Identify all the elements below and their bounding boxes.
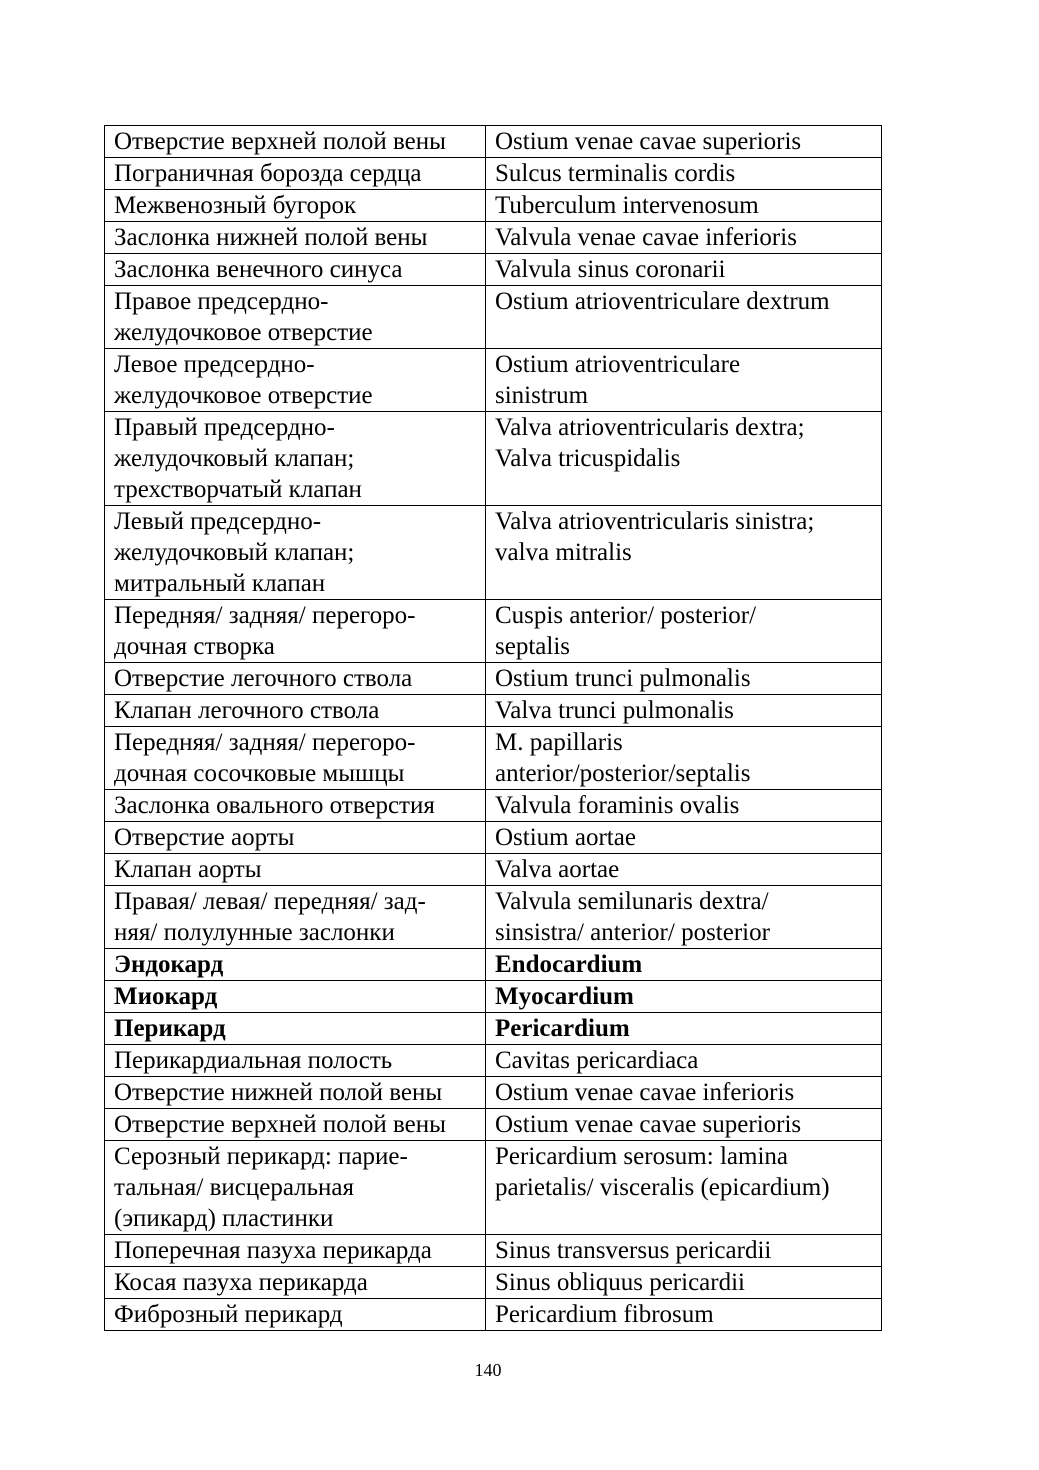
latin-term-cell: Valvula foraminis ovalis [486,790,882,822]
latin-term-cell: Sinus transversus pericardii [486,1235,882,1267]
latin-term-cell: Ostium atrioventriculare sinistrum [486,349,882,412]
table-row [105,190,882,222]
table-row [105,254,882,286]
latin-term-cell: Ostium venae cavae superioris [486,126,882,158]
table-row [105,981,882,1013]
russian-term-cell: Заслонка нижней полой вены [105,222,486,254]
russian-term-cell: Отверстие нижней полой вены [105,1077,486,1109]
table-row [105,600,882,663]
russian-term-cell: Пограничная борозда сердца [105,158,486,190]
term-table [104,125,882,1331]
latin-term-cell: Valva aortae [486,854,882,886]
table-row [105,158,882,190]
russian-term-cell: Передняя/ задняя/ перегоро- дочная сосочковые мышцы [105,727,486,790]
table-row [105,412,882,506]
page-number: 140 [474,1360,502,1380]
latin-term-cell: Sinus obliquus pericardii [486,1267,882,1299]
latin-term-cell: Ostium atrioventriculare dextrum [486,286,882,349]
russian-term-cell: Серозный перикард: парие- тальная/ висцеральная (эпикард) пластинки [105,1141,486,1235]
table-row [105,1109,882,1141]
table-row [105,1235,882,1267]
russian-term-cell: Отверстие верхней полой вены [105,126,486,158]
latin-term-cell: Myocardium [486,981,882,1013]
table-row [105,506,882,600]
russian-term-cell: Левый предсердно- желудочковый клапан; митральный клапан [105,506,486,600]
table-row [105,949,882,981]
table-row [105,727,882,790]
latin-term-cell: Cuspis anterior/ posterior/ septalis [486,600,882,663]
latin-term-cell: Valvula sinus coronarii [486,254,882,286]
table-row [105,886,882,949]
latin-term-cell: Ostium aortae [486,822,882,854]
table-row [105,790,882,822]
russian-term-cell: Межвенозный бугорок [105,190,486,222]
latin-term-cell: Pericardium fibrosum [486,1299,882,1331]
russian-term-cell: Клапан аорты [105,854,486,886]
latin-term-cell: Pericardium [486,1013,882,1045]
russian-term-cell: Правое предсердно- желудочковое отверстие [105,286,486,349]
latin-term-cell: M. papillaris anterior/posterior/septalis [486,727,882,790]
latin-term-cell: Pericardium serosum: lamina parietalis/ visceralis (epicardium) [486,1141,882,1235]
russian-term-cell: Отверстие верхней полой вены [105,1109,486,1141]
latin-term-cell: Sulcus terminalis cordis [486,158,882,190]
table-row [105,222,882,254]
russian-term-cell: Правая/ левая/ передняя/ зад- няя/ полулунные заслонки [105,886,486,949]
latin-term-cell: Cavitas pericardiaca [486,1045,882,1077]
table-row [105,822,882,854]
table-row [105,1267,882,1299]
table-row [105,1013,882,1045]
latin-term-cell: Ostium venae cavae superioris [486,1109,882,1141]
russian-term-cell: Перикардиальная полость [105,1045,486,1077]
table-row [105,126,882,158]
russian-term-cell: Поперечная пазуха перикарда [105,1235,486,1267]
table-row [105,663,882,695]
table-row [105,286,882,349]
table-row [105,854,882,886]
latin-term-cell: Endocardium [486,949,882,981]
latin-term-cell: Valva atrioventricularis sinistra; valva mitralis [486,506,882,600]
russian-term-cell: Левое предсердно- желудочковое отверстие [105,349,486,412]
table-row [105,1045,882,1077]
latin-term-cell: Ostium trunci pulmonalis [486,663,882,695]
russian-term-cell: Передняя/ задняя/ перегоро- дочная створка [105,600,486,663]
russian-term-cell: Заслонка венечного синуса [105,254,486,286]
table-row [105,1141,882,1235]
russian-term-cell: Миокард [105,981,486,1013]
table-row [105,1077,882,1109]
russian-term-cell: Перикард [105,1013,486,1045]
table-row [105,349,882,412]
russian-term-cell: Отверстие легочного ствола [105,663,486,695]
latin-term-cell: Valvula semilunaris dextra/ sinsistra/ anterior/ posterior [486,886,882,949]
russian-term-cell: Правый предсердно- желудочковый клапан; трехстворчатый клапан [105,412,486,506]
table-row [105,1299,882,1331]
table-row [105,695,882,727]
latin-term-cell: Valvula venae cavae inferioris [486,222,882,254]
latin-term-cell: Tuberculum intervenosum [486,190,882,222]
russian-term-cell: Клапан легочного ствола [105,695,486,727]
latin-term-cell: Valva atrioventricularis dextra; Valva tricuspidalis [486,412,882,506]
russian-term-cell: Заслонка овального отверстия [105,790,486,822]
latin-term-cell: Valva trunci pulmonalis [486,695,882,727]
term-table-body [105,126,882,1331]
latin-term-cell: Ostium venae cavae inferioris [486,1077,882,1109]
russian-term-cell: Косая пазуха перикарда [105,1267,486,1299]
russian-term-cell: Отверстие аорты [105,822,486,854]
russian-term-cell: Эндокард [105,949,486,981]
russian-term-cell: Фиброзный перикард [105,1299,486,1331]
